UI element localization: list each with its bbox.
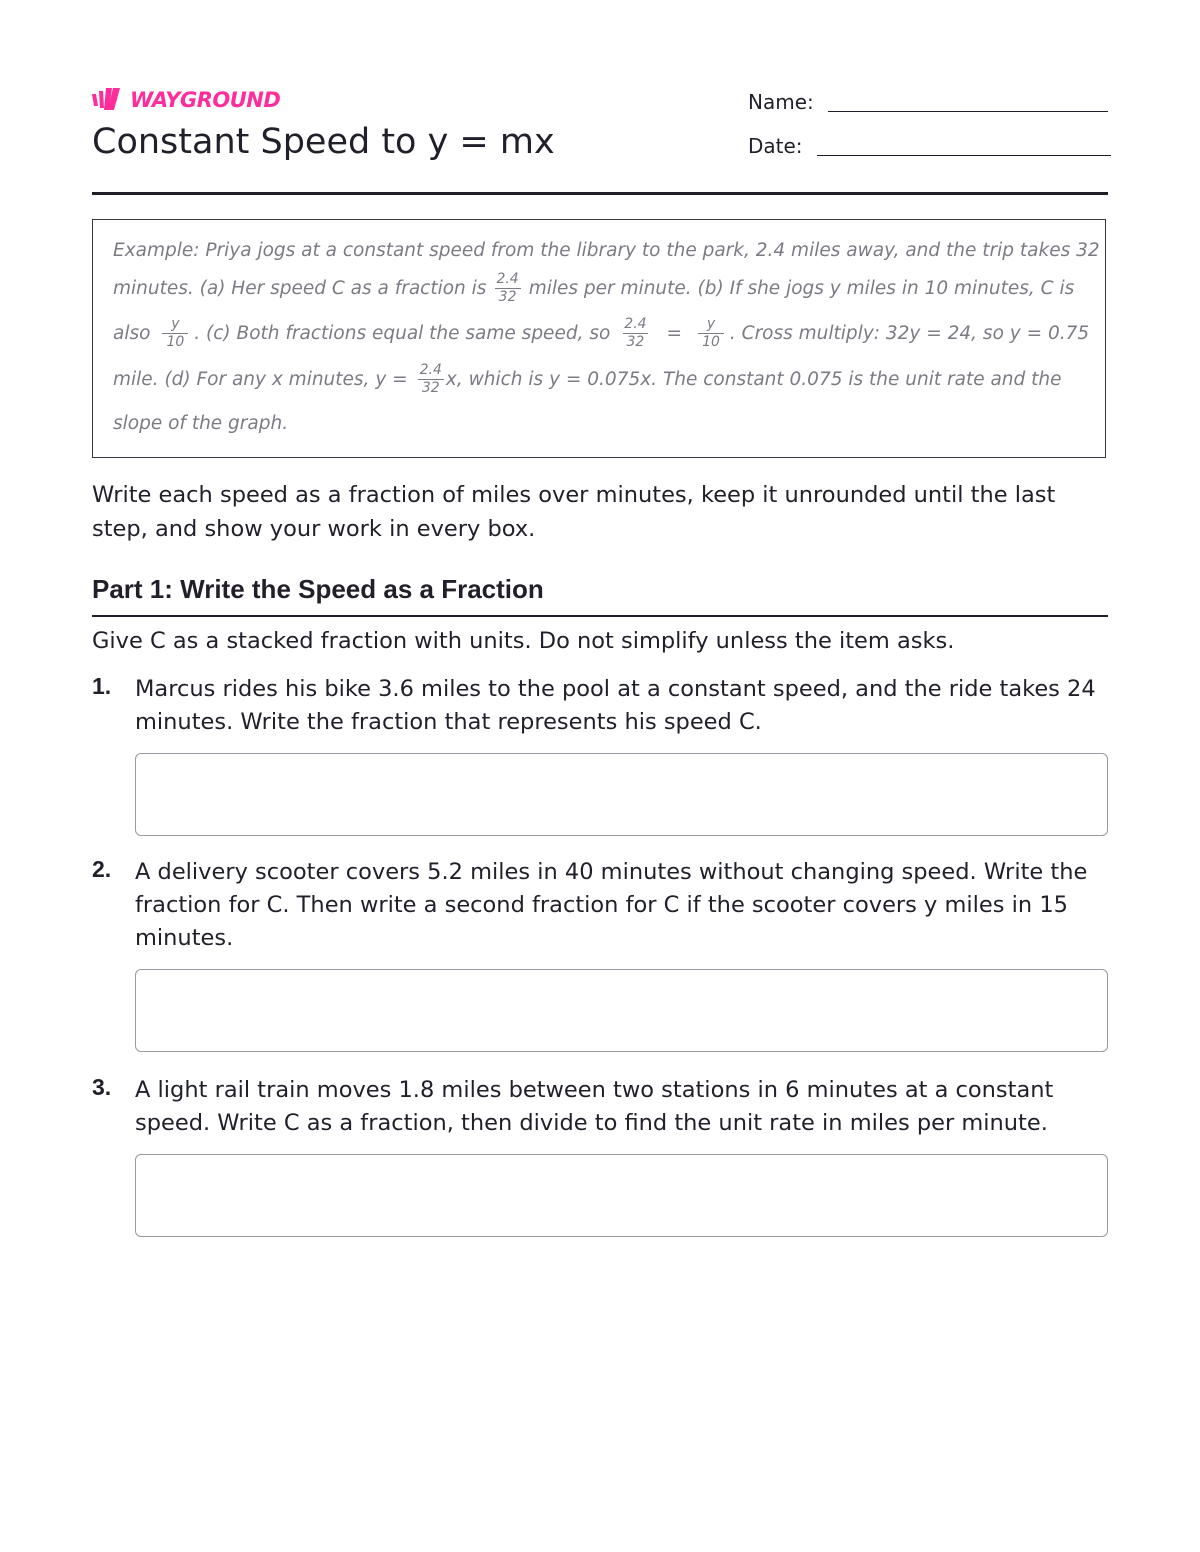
- fraction-numerator: y: [706, 316, 716, 332]
- example-text: miles per minute. (b) If she jogs y miles in 10 minutes, C is: [528, 278, 1075, 299]
- example-line-1: [113, 240, 1100, 261]
- page-title: Constant Speed to y = mx: [92, 122, 555, 162]
- fraction-denominator: 32: [418, 379, 444, 396]
- fraction: [416, 363, 446, 396]
- date-label: Date:: [748, 134, 803, 158]
- name-field[interactable]: [748, 90, 1108, 114]
- example-text: Example: Priya jogs at a constant speed from the library to the park, 2.4 miles away, and the trip takes 32: [113, 240, 1100, 261]
- example-box: [92, 219, 1106, 458]
- fraction-denominator: 32: [623, 333, 649, 350]
- example-text: minutes. (a) Her speed C as a fraction is: [113, 278, 487, 299]
- answer-box[interactable]: [135, 1154, 1108, 1237]
- question-text: A delivery scooter covers 5.2 miles in 40 minutes without changing speed. Write the fraction for C. Then write a second fraction for C if the scooter covers y miles in 15 minutes.: [135, 859, 1088, 951]
- question-number: 1.: [92, 673, 112, 699]
- example-line-2: [113, 272, 1074, 305]
- brand-mark-icon: [92, 88, 124, 112]
- answer-box[interactable]: [135, 753, 1108, 836]
- example-text: . Cross multiply: 32y = 24, so y = 0.75: [729, 323, 1090, 344]
- brand-logo: [92, 86, 280, 114]
- instructions: Write each speed as a fraction of miles over minutes, keep it unrounded until the last step, and show your work in every box.: [92, 482, 1056, 542]
- fraction-denominator: 10: [698, 333, 724, 350]
- example-text: x, which is y = 0.075x. The constant 0.075 is the unit rate and the: [445, 369, 1062, 390]
- fraction-numerator: 2.4: [496, 271, 519, 287]
- part-divider: [92, 615, 1108, 617]
- header-divider: [92, 192, 1108, 195]
- part-title: Part 1: Write the Speed as a Fraction: [92, 574, 544, 604]
- example-line-5: [113, 413, 288, 434]
- fraction: [620, 317, 650, 350]
- example-text: mile. (d) For any x minutes, y =: [113, 369, 408, 390]
- fraction-numerator: y: [171, 316, 180, 332]
- fraction: [698, 317, 724, 350]
- question-number: 3.: [92, 1074, 112, 1100]
- example-text: also: [113, 323, 151, 344]
- fraction-denominator: 10: [162, 333, 188, 350]
- question-number: 2.: [92, 856, 112, 882]
- date-field[interactable]: [748, 134, 1111, 158]
- fraction: [492, 272, 522, 305]
- question-text: Marcus rides his bike 3.6 miles to the pool at a constant speed, and the ride takes 24 minutes. Write the fraction that represents his speed C.: [135, 676, 1096, 735]
- fraction: [162, 317, 188, 350]
- fraction-numerator: 2.4: [419, 362, 442, 378]
- brand-name: WAYGROUND: [130, 88, 281, 112]
- fraction-denominator: 32: [495, 288, 521, 305]
- example-line-3: [113, 317, 1089, 350]
- equals-sign: =: [666, 323, 683, 344]
- answer-box[interactable]: [135, 969, 1108, 1052]
- question-text: A light rail train moves 1.8 miles between two stations in 6 minutes at a constant speed. Write C as a fraction, then divide to find the unit rate in miles per minute.: [135, 1077, 1054, 1136]
- example-text: slope of the graph.: [113, 413, 289, 434]
- fraction-numerator: 2.4: [624, 316, 647, 332]
- part-subtitle: Give C as a stacked fraction with units. Do not simplify unless the item asks.: [92, 628, 955, 654]
- name-label: Name:: [748, 90, 814, 114]
- date-line[interactable]: [817, 154, 1111, 156]
- name-line[interactable]: [828, 110, 1108, 112]
- example-line-4: [113, 363, 1062, 396]
- example-text: . (c) Both fractions equal the same speed, so: [194, 323, 611, 344]
